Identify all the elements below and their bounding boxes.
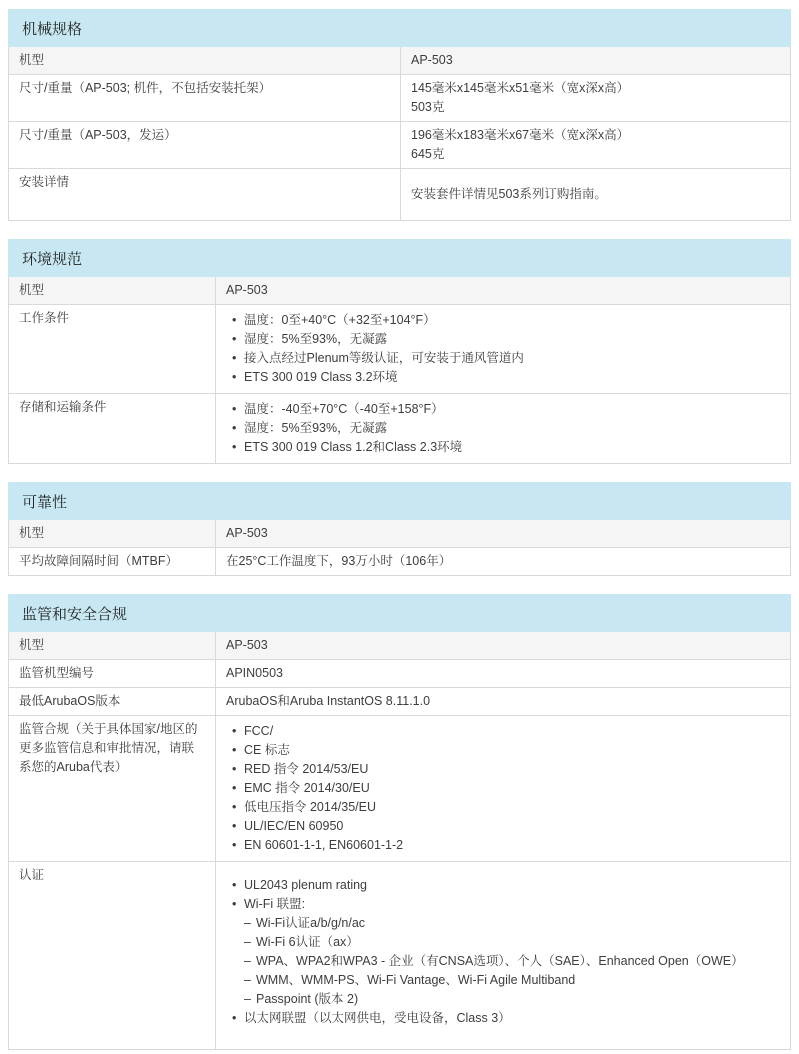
section-title: 监管和安全合规 xyxy=(22,606,128,623)
sub-bullet-item: – WMM、WMM-PS、Wi-Fi Vantage、Wi-Fi Agile Multiband xyxy=(226,971,780,990)
spec-value-cell xyxy=(216,660,790,687)
section-title: 可靠性 xyxy=(22,494,68,511)
sub-bullet-item: – Wi-Fi 6认证（ax） xyxy=(226,933,780,952)
spec-label-cell: 监管机型编号 xyxy=(9,660,216,687)
bullet-item: • FCC/ xyxy=(226,722,780,741)
spec-value-line: ArubaOS和Aruba InstantOS 8.11.1.0 xyxy=(226,694,431,708)
section-title: 环境规范 xyxy=(22,251,83,268)
spec-value-cell xyxy=(216,632,790,659)
spec-value-cell xyxy=(401,122,790,168)
bullet-item: • 低电压指令 2014/35/EU xyxy=(226,798,780,817)
section-header xyxy=(8,482,791,520)
table-row xyxy=(9,632,790,659)
table-row xyxy=(9,687,790,715)
spec-value-line: 196毫米x183毫米x67毫米（宽x深x高） xyxy=(411,128,630,142)
spec-value-line: AP-503 xyxy=(411,53,453,67)
bullet-item: • ETS 300 019 Class 1.2和Class 2.3环境 xyxy=(226,438,780,457)
table-row xyxy=(9,47,790,74)
section-header xyxy=(8,594,791,632)
spec-value-line: 503克 xyxy=(411,100,445,114)
spec-section-reliability xyxy=(8,482,791,576)
spec-label-cell: 机型 xyxy=(9,47,401,74)
spec-label-cell: 机型 xyxy=(9,520,216,547)
table-row xyxy=(9,861,790,1049)
spec-label-cell: 最低ArubaOS版本 xyxy=(9,688,216,715)
spec-value-line: 145毫米x145毫米x51毫米（宽x深x高） xyxy=(411,81,630,95)
spec-value-cell xyxy=(216,862,790,1049)
spec-section-regulatory-safety-compliance xyxy=(8,594,791,1050)
table-row xyxy=(9,715,790,861)
table-row xyxy=(9,168,790,220)
bullet-item: • 以太网联盟（以太网供电，受电设备，Class 3） xyxy=(226,1009,780,1028)
spec-table xyxy=(8,47,791,221)
spec-value-cell xyxy=(216,520,790,547)
spec-label-cell: 监管合规（关于具体国家/地区的更多监管信息和审批情况，请联系您的Aruba代表） xyxy=(9,716,216,861)
spec-value-cell xyxy=(401,75,790,121)
spec-value-cell xyxy=(216,548,790,575)
bullet-item: • 温度：-40至+70°C（-40至+158°F） xyxy=(226,400,780,419)
spec-label-cell: 认证 xyxy=(9,862,216,1049)
spec-value-line: AP-503 xyxy=(226,526,268,540)
spec-table xyxy=(8,520,791,576)
bullet-item: • 湿度：5%至93%，无凝露 xyxy=(226,330,780,349)
spec-label-cell: 存储和运输条件 xyxy=(9,394,216,463)
section-header xyxy=(8,9,791,47)
section-header xyxy=(8,239,791,277)
bullet-item: • EN 60601-1-1, EN60601-1-2 xyxy=(226,836,780,855)
bullet-item: • ETS 300 019 Class 3.2环境 xyxy=(226,368,780,387)
spec-value-line: 安装套件详情见503系列订购指南。 xyxy=(411,187,607,201)
sub-bullet-item: – WPA、WPA2和WPA3 - 企业（有CNSA选项）、个人（SAE）、Enhanced Open（OWE） xyxy=(226,952,780,971)
spec-value-line: 645克 xyxy=(411,147,445,161)
spec-label-cell: 机型 xyxy=(9,632,216,659)
bullet-item: • 接入点经过Plenum等级认证，可安装于通风管道内 xyxy=(226,349,780,368)
table-row xyxy=(9,547,790,575)
spec-section-environmental-specs xyxy=(8,239,791,464)
spec-section-mechanical-specs xyxy=(8,9,791,221)
spec-label-cell: 尺寸/重量（AP-503; 机件，不包括安装托架） xyxy=(9,75,401,121)
spec-value-line: AP-503 xyxy=(226,283,268,297)
spec-value-cell xyxy=(401,169,790,220)
sub-bullet-item: – Wi-Fi认证a/b/g/n/ac xyxy=(226,914,780,933)
bullet-item: • RED 指令 2014/53/EU xyxy=(226,760,780,779)
spec-label-cell: 平均故障间隔时间（MTBF） xyxy=(9,548,216,575)
bullet-item: • CE 标志 xyxy=(226,741,780,760)
bullet-item: • 湿度：5%至93%，无凝露 xyxy=(226,419,780,438)
spec-label-cell: 尺寸/重量（AP-503，发运） xyxy=(9,122,401,168)
table-row xyxy=(9,393,790,463)
table-row xyxy=(9,74,790,121)
table-row xyxy=(9,659,790,687)
spec-table xyxy=(8,277,791,464)
spec-value-line: AP-503 xyxy=(226,638,268,652)
spec-value-cell xyxy=(401,47,790,74)
spec-label-cell: 安装详情 xyxy=(9,169,401,220)
table-row xyxy=(9,121,790,168)
spec-label-cell: 机型 xyxy=(9,277,216,304)
table-row xyxy=(9,304,790,393)
spec-table xyxy=(8,632,791,1050)
spec-value-line: APIN0503 xyxy=(226,666,283,680)
spec-label-cell: 工作条件 xyxy=(9,305,216,393)
spec-value-cell xyxy=(216,305,790,393)
sub-bullet-item: – Passpoint (版本 2) xyxy=(226,990,780,1009)
spec-value-cell xyxy=(216,277,790,304)
bullet-item: • 温度：0至+40°C（+32至+104°F） xyxy=(226,311,780,330)
spec-value-cell xyxy=(216,716,790,861)
spec-value-cell xyxy=(216,394,790,463)
bullet-item: • Wi-Fi 联盟: xyxy=(226,895,780,914)
section-title: 机械规格 xyxy=(22,21,83,38)
spec-value-cell xyxy=(216,688,790,715)
bullet-item: • UL2043 plenum rating xyxy=(226,876,780,895)
bullet-item: • UL/IEC/EN 60950 xyxy=(226,817,780,836)
table-row xyxy=(9,520,790,547)
bullet-item: • EMC 指令 2014/30/EU xyxy=(226,779,780,798)
table-row xyxy=(9,277,790,304)
spec-value-line: 在25°C工作温度下，93万小时（106年） xyxy=(226,554,452,568)
